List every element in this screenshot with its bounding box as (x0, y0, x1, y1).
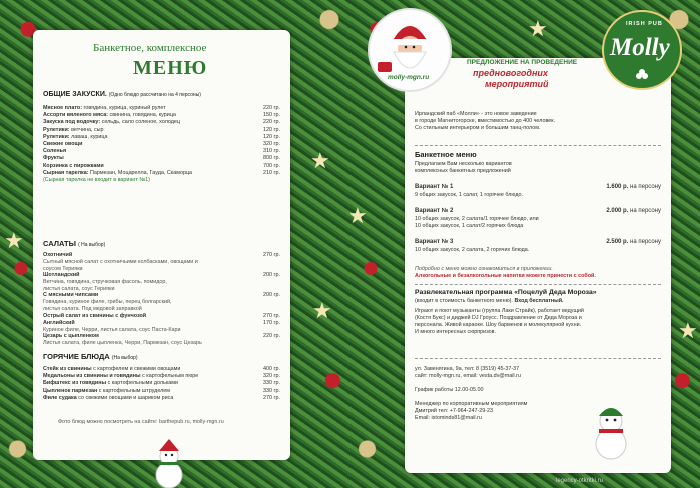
variant-desc: 9 общих закусок, 1 салат, 1 горячее блюдо. (415, 192, 523, 198)
menu-item-name: Рулетики: (43, 133, 70, 140)
menu-item (43, 170, 192, 177)
contact-line: ул. Завенягина, 9а, тел: 8 (3519) 45-37-37 (415, 366, 520, 372)
hot-dish (43, 388, 170, 395)
right-page-background (350, 0, 700, 488)
salad-desc: Куриное филе, Черри, листья салата, соус Паста-Кари (43, 326, 181, 333)
variant-price-unit: на персону (628, 208, 661, 214)
hot-dish-name: Медальоны из свинины и говядины (43, 373, 141, 380)
offer-headline-2: предновогодних (473, 68, 548, 78)
star-decoration: ★ (678, 318, 698, 343)
salad-price: 170 гр. (263, 319, 280, 326)
menu-item (43, 148, 66, 155)
logo-irish-pub: IRISH PUB (626, 21, 663, 27)
menu-attachment-note: Подробно с меню можно ознакомиться в приложении. (415, 266, 553, 272)
salad-price: 270 гр. (263, 252, 280, 258)
hot-dish (43, 380, 178, 387)
program-heading: Развлекательная программа «Поцелуй Деда Мороза» (415, 289, 597, 296)
hot-dish-name: Бифштекс из говядины (43, 380, 107, 387)
menu-card (33, 30, 290, 460)
salad-price: 200 гр. (263, 292, 280, 299)
salad-name: С мясными чипсами (43, 292, 99, 299)
hot-dish-price: 330 гр. (263, 380, 280, 387)
variant-price (606, 184, 661, 190)
intro-line: Со стильным интерьером и большим танц-полом. (415, 125, 541, 131)
variant-price-value: 2.500 р. (606, 239, 629, 245)
menu-item-price: 220 гр. (263, 119, 280, 126)
salad-desc: листья салата, соус Терияки (43, 285, 115, 292)
menu-item-price: 120 гр. (263, 126, 280, 133)
menu-item (43, 134, 108, 141)
contact-line: График работы 12.00-05.00 (415, 387, 484, 393)
contact-line: Дмитрий тел: +7-964-247-29-23 (415, 408, 494, 414)
star-decoration: ★ (528, 16, 548, 41)
hot-dish-price: 400 гр. (263, 366, 280, 372)
snowman-icon (588, 400, 634, 460)
salad-name: Острый салат из свинины с фунчозой (43, 312, 147, 319)
hot-dish-name: Цыпленок пармезан (43, 387, 98, 394)
menu-item-price: 220 гр. (263, 105, 280, 111)
hot-dish-desc: с картофелем и свежими овощами (91, 366, 181, 372)
menu-title: МЕНЮ (133, 57, 208, 79)
banquet-intro-line: комплексных банкетных предложений (415, 168, 511, 174)
menu-item (43, 141, 82, 148)
hot-dish-desc: с картофельным пюре (140, 373, 199, 380)
intro-line: в городе Магнитогорске, вместимостью до 400 человек. (415, 118, 556, 124)
santa-site: molly-mgn.ru (388, 74, 430, 81)
menu-subtitle: Банкетное, комплексное (93, 42, 207, 54)
menu-item (43, 105, 166, 112)
salad-desc: Говядина, куриное филе, грибы, перец болгарский, (43, 299, 172, 306)
hot-dish-price: 330 гр. (263, 387, 280, 394)
program-line: (Костя Букс) и диджей DJ Гроусс. Поздравление от Деда Мороза и (415, 315, 582, 321)
salad-name: Цезарь с цыпленком (43, 333, 99, 340)
star-decoration: ★ (348, 203, 368, 228)
salad-desc: листья салата. Под медовой заправкой (43, 306, 142, 312)
snowman-icon (148, 438, 190, 488)
menu-item (43, 127, 104, 134)
santa-icon (370, 12, 450, 78)
divider (415, 284, 661, 285)
menu-item-desc: сельдь, сало соленое, холодец (100, 119, 181, 126)
offer-headline-3: мероприятий (485, 79, 549, 89)
menu-item-name: Сырная тарелка: (43, 169, 89, 176)
contact-line: Менеджер по корпоративным мероприятиям (415, 401, 528, 407)
variant-name: Вариант № 1 (415, 184, 454, 190)
salad-name: Охотничий (43, 252, 73, 258)
logo-wordmark: Molly (610, 34, 670, 61)
variant-price (606, 239, 661, 245)
section-heading-salads: САЛАТЫ ( На выбор) (43, 239, 106, 248)
menu-item-name: Ассорти вяленого мяса: (43, 112, 109, 119)
contact-line: сайт: molly-mgn.ru, email: vesta.dv@mail.ru (415, 373, 521, 379)
menu-item-price: 120 гр. (263, 133, 280, 140)
menu-item-price: 320 гр. (263, 141, 280, 147)
menu-item (43, 155, 64, 162)
star-decoration: ★ (310, 148, 330, 173)
variant-name: Вариант № 2 (415, 208, 454, 214)
hot-dish-price: 320 гр. (263, 373, 280, 380)
intro-line: Ирландский паб «Молли» - это новое заведение (415, 111, 537, 117)
program-line: персонала. Живой караоке. Шоу барменов и молекулярной кухни. (415, 322, 582, 328)
menu-item-desc: свинина, говядина, курица (108, 112, 176, 119)
menu-item-desc: лаваш, курица (69, 133, 108, 140)
variant-price-unit: на персону (628, 184, 661, 190)
menu-item (43, 119, 180, 126)
menu-item (43, 163, 104, 170)
menu-item-price: 310 гр. (263, 148, 280, 155)
hot-dish-price: 270 гр. (263, 394, 280, 401)
hot-dish-desc: с картофельным штруделем (97, 387, 170, 394)
section-heading-starters: ОБЩИЕ ЗАКУСКИ. (Одно блюдо рассчитано на 4 персоны) (43, 91, 201, 98)
santa-badge (368, 8, 452, 92)
menu-item-name: Соленья (43, 148, 67, 155)
program-note: (входит в стоимость банкетного меню). Вход бесплатный. (415, 298, 564, 304)
salad-name: Английский (43, 319, 75, 326)
hot-dish-name: Стейк из свинины (43, 366, 92, 372)
menu-item-name: Фрукты (43, 155, 64, 162)
star-decoration: ★ (4, 228, 24, 253)
menu-item-desc: говядина, курица, куриный рулет (82, 105, 166, 111)
variant-desc: 10 общих закусок, 2 салата, 2 горячих блюда. (415, 247, 530, 253)
section-heading-hot: ГОРЯЧИЕ БЛЮДА (На выбор) (43, 352, 138, 361)
menu-item-name: Корзинка с пирожками (43, 162, 104, 169)
hot-dish-desc: со свежими овощами и шариком риса (76, 394, 174, 401)
salad-desc: Ветчина, говядина, стручковая фасоль, помидор, (43, 279, 167, 286)
menu-item-desc: ветчина, сыр (69, 126, 104, 133)
salad-desc: соусом Терияки (43, 265, 83, 272)
molly-logo (602, 10, 682, 90)
program-line: Играют и поют музыканты (группа Лаки Страйк), работает ведущий (415, 308, 584, 314)
menu-item-name: Рулетики: (43, 126, 70, 133)
hot-dish (43, 395, 173, 402)
variant-price-value: 2.000 р. (606, 208, 629, 214)
star-decoration: ★ (312, 298, 332, 323)
menu-item-price: 700 гр. (263, 162, 280, 169)
variant-price-unit: на персону (628, 239, 661, 245)
menu-item-name: Мясное плато: (43, 105, 83, 111)
hot-dish (43, 366, 180, 373)
divider (415, 358, 661, 359)
banquet-menu-heading: Банкетное меню (415, 150, 477, 159)
salad-desc: Сытный мясной салат с охотничьими колбасками, овощами и (43, 259, 198, 265)
hot-dish-name: Филе судака (43, 394, 77, 401)
variant-price (606, 208, 661, 214)
hot-dish-desc: с картофельными дольками (106, 380, 179, 387)
salad-price: 200 гр. (263, 272, 280, 279)
program-line: И много интересных сюрпризов. (415, 329, 496, 335)
menu-item (43, 112, 176, 119)
contact-line: Email: istominds81@mail.ru (415, 415, 482, 421)
shamrock-icon (635, 68, 649, 82)
variant-price-value: 1.600 р. (606, 184, 629, 190)
offer-headline-1: ПРЕДЛОЖЕНИЕ НА ПРОВЕДЕНИЕ (467, 59, 578, 66)
banquet-intro-line: Предлагаем Вам несколько вариантов (415, 161, 512, 167)
menu-item-name: Закуска под водочку: (43, 119, 101, 126)
variant-desc: 10 общих закусок, 2 салата/1 горячее блюдо, или (415, 216, 539, 222)
variant-name: Вариант № 3 (415, 239, 454, 245)
divider (415, 145, 661, 146)
menu-item-price: 150 гр. (263, 112, 280, 119)
variant-desc: 10 общих закусок, 1 салат/2 горячих блюда (415, 223, 524, 229)
salad-price: 270 гр. (263, 312, 280, 319)
cheese-note: (Сырная тарелка не входит в вариант №1) (43, 177, 150, 183)
watermark: legency-otkritki.ru (556, 478, 604, 484)
salad-price: 220 гр. (263, 333, 280, 340)
salad-desc: Листья салата, филе цыпленка, Черри, Пармезан, соус Цезарь (43, 340, 202, 347)
menu-item-desc: Пармезан, Моцарелла, Гауда, Скаморца (88, 169, 193, 176)
alcohol-note: Алкогольные и безалкогольные напитки можете принести с собой. (415, 273, 596, 279)
menu-item-name: Свежие овощи (43, 141, 83, 147)
salad-name: Шотландский (43, 272, 80, 279)
menu-item-price: 210 гр. (263, 169, 280, 176)
menu-item-price: 800 гр. (263, 155, 280, 162)
photo-footer: Фото блюд можно посмотреть на сайте: barthepub.ru, molly-mgn.ru (58, 419, 224, 425)
